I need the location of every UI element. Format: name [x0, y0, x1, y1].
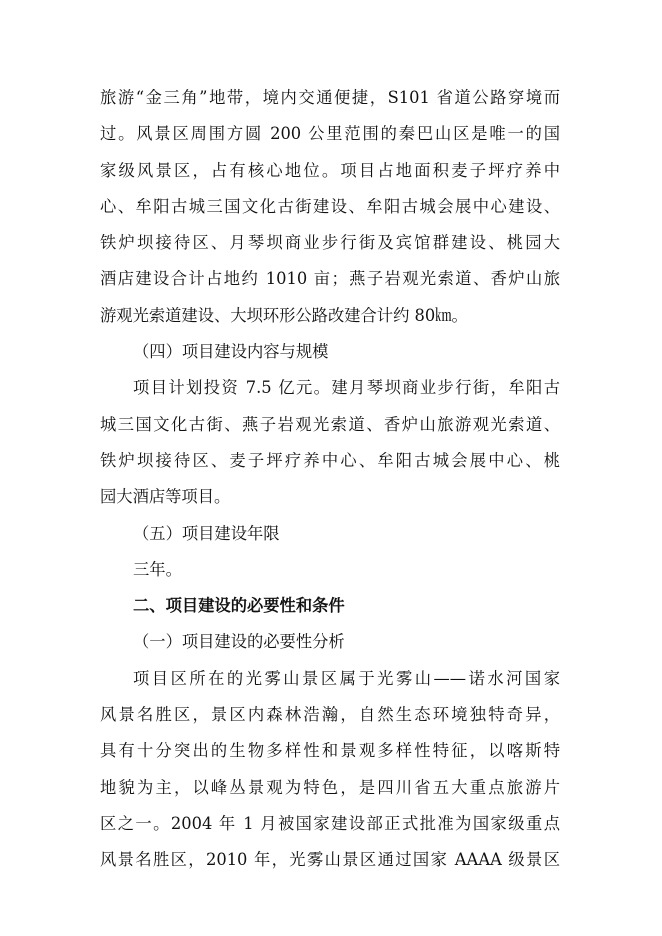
section-heading-4: （四）项目建设内容与规模: [133, 342, 329, 362]
paragraph-line: 地貌为主，以峰丛景观为特色，是四川省五大重点旅游片: [100, 777, 560, 797]
paragraph-line: 城三国文化古街、燕子岩观光索道、香炉山旅游观光索道、: [100, 414, 560, 434]
paragraph-line: 铁炉坝接待区、麦子坪疗养中心、牟阳古城会展中心、桃: [100, 450, 560, 470]
paragraph-line: 过。风景区周围方圆 200 公里范围的秦巴山区是唯一的国: [100, 124, 560, 144]
paragraph-line: 铁炉坝接待区、月琴坝商业步行街及宾馆群建设、桃园大: [100, 233, 560, 253]
paragraph-line: 家级风景区，占有核心地位。项目占地面积麦子坪疗养中: [100, 160, 560, 180]
section-heading-1: （一）项目建设的必要性分析: [133, 632, 345, 652]
paragraph-line: 三年。: [133, 559, 182, 579]
paragraph-line: 游观光索道建设、大坝环形公路改建合计约 80㎞。: [100, 305, 468, 325]
chapter-heading: 二、项目建设的必要性和条件: [133, 596, 345, 616]
section-heading-5: （五）项目建设年限: [133, 523, 280, 543]
paragraph-line: 项目区所在的光雾山景区属于光雾山——诺水河国家: [133, 668, 560, 688]
paragraph-line: 园大酒店等项目。: [100, 487, 231, 507]
paragraph-line: 具有十分突出的生物多样性和景观多样性特征，以喀斯特: [100, 741, 560, 761]
paragraph-line: 风景名胜区，2010 年，光雾山景区通过国家 AAAA 级景区: [100, 850, 560, 870]
paragraph-line: 酒店建设合计占地约 1010 亩；燕子岩观光索道、香炉山旅: [100, 269, 560, 289]
paragraph-line: 心、牟阳古城三国文化古街建设、牟阳古城会展中心建设、: [100, 196, 560, 216]
paragraph-line: 区之一。2004 年 1 月被国家建设部正式批准为国家级重点: [100, 813, 560, 833]
body-text: [100, 80, 560, 879]
paragraph-line: 风景名胜区，景区内森林浩瀚，自然生态环境独特奇异，: [100, 705, 560, 725]
paragraph-line: 项目计划投资 7.5 亿元。建月琴坝商业步行街，牟阳古: [133, 378, 560, 398]
paragraph-line: 旅游“金三角”地带，境内交通便捷，S101 省道公路穿境而: [100, 88, 560, 107]
